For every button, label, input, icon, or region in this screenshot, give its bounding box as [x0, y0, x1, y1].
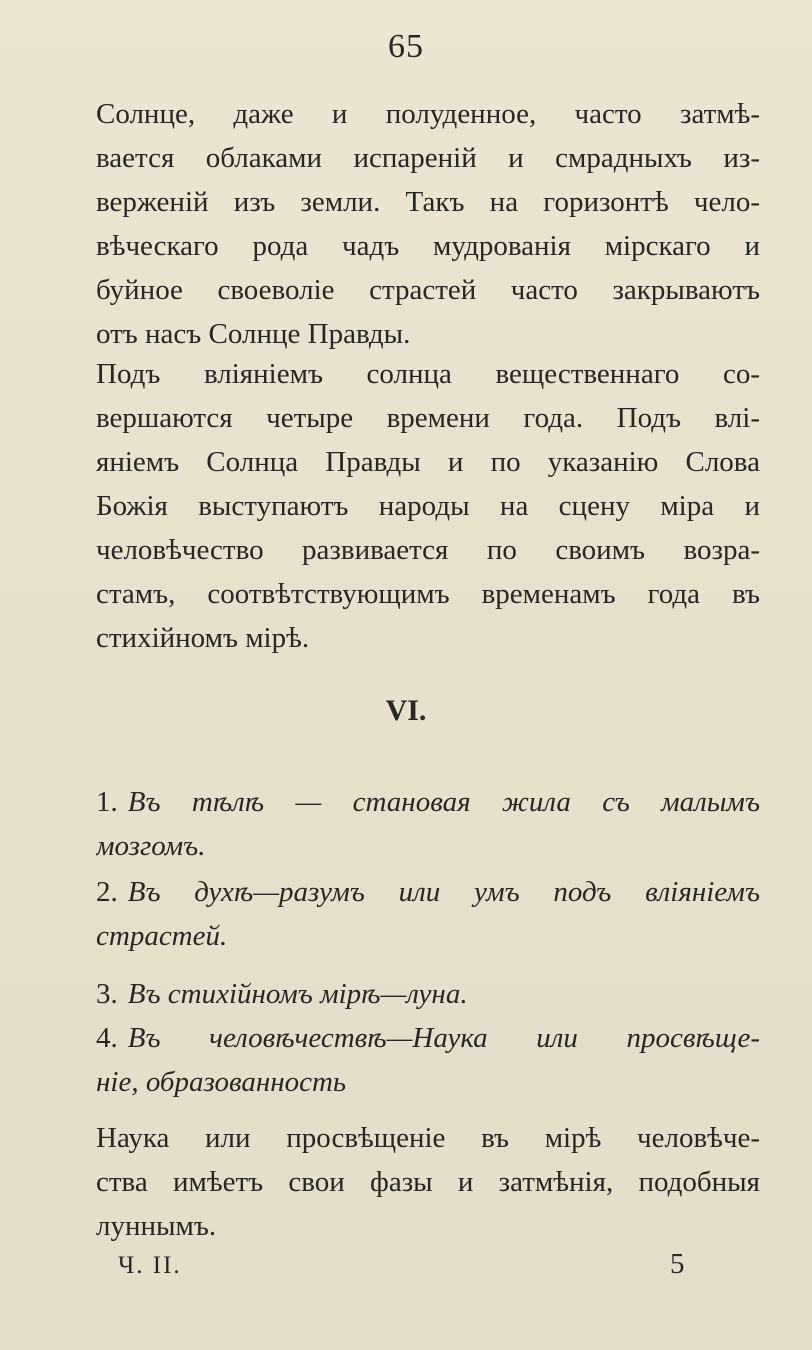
list-item-text: Въ тѣлѣ — становая жила съ малымъ: [127, 786, 760, 818]
section-heading: VI.: [385, 694, 427, 727]
list-item-2: [96, 870, 760, 958]
text-line: стамъ, соотвѣтствующимъ временамъ года въ: [96, 578, 760, 610]
list-item-line: [96, 870, 760, 914]
list-item-number: 1.: [96, 786, 118, 818]
text-line: стихійномъ мірѣ.: [96, 622, 310, 654]
sheet-number: 5: [670, 1248, 685, 1280]
list-item-1: [96, 780, 760, 868]
list-item-number: 4.: [96, 1022, 118, 1054]
page-number: 65: [388, 28, 424, 65]
list-item-text: Въ человѣчествѣ—Наука или просвѣще-: [127, 1022, 760, 1054]
paragraph-1: [96, 92, 760, 356]
list-item-line: [96, 972, 760, 1016]
text-line: Подъ вліяніемъ солнца вещественнаго со-: [96, 358, 760, 390]
list-item-text: Въ стихійномъ мірѣ—луна.: [127, 978, 468, 1010]
list-item-4: [96, 1016, 760, 1104]
text-line: ства имѣетъ свои фазы и затмѣнія, подобныя: [96, 1166, 760, 1198]
text-line: Божія выступаютъ народы на сцену міра и: [96, 490, 760, 522]
text-line: отъ насъ Солнце Правды.: [96, 318, 411, 350]
text-line: Солнце, даже и полуденное, часто затмѣ-: [96, 98, 760, 130]
list-item-line: [96, 780, 760, 824]
list-item-line: страстей.: [96, 920, 228, 952]
text-line: человѣчество развивается по своимъ возра-: [96, 534, 760, 566]
text-line: вершаются четыре времени года. Подъ влі-: [96, 402, 760, 434]
text-line: луннымъ.: [96, 1210, 217, 1242]
list-item-3: [96, 972, 760, 1016]
list-item-number: 3.: [96, 978, 118, 1010]
paragraph-2: [96, 352, 760, 660]
signature-mark: Ч. II.: [118, 1252, 182, 1279]
text-line: вается облаками испареній и смрадныхъ из-: [96, 142, 760, 174]
list-item-text: Въ духѣ—разумъ или умъ подъ вліяніемъ: [127, 876, 760, 908]
list-item-line: [96, 1016, 760, 1060]
list-item-line: мозгомъ.: [96, 830, 206, 862]
paragraph-3: [96, 1116, 760, 1248]
text-line: яніемъ Солнца Правды и по указанію Слова: [96, 446, 760, 478]
text-line: буйное своеволіе страстей часто закрываютъ: [96, 274, 760, 306]
list-item-line: ніе, образованность: [96, 1066, 347, 1098]
text-line: верженій изъ земли. Такъ на горизонтѣ чело-: [96, 186, 760, 218]
text-line: вѣческаго рода чадъ мудрованія мірскаго и: [96, 230, 760, 262]
text-line: Наука или просвѣщеніе въ мірѣ человѣче-: [96, 1122, 760, 1154]
list-item-number: 2.: [96, 876, 118, 908]
